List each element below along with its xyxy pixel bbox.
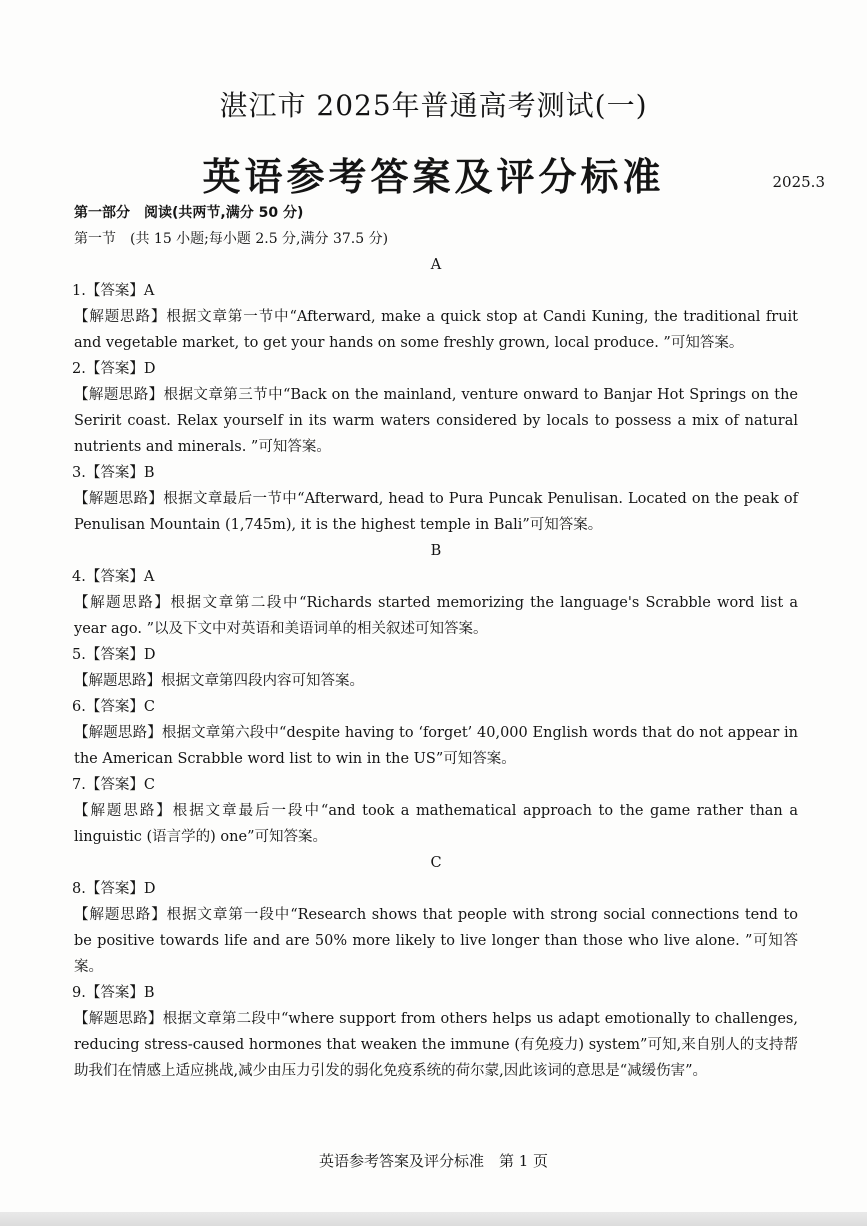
question-answer: 6.【答案】C — [72, 699, 155, 715]
passage-letter-c: C — [430, 855, 442, 871]
document-date: 2025.3 — [772, 173, 825, 191]
exam-title: 湛江市 2025年普通高考测试(一) — [219, 89, 648, 122]
question-explanation: 【解题思路】根据文章第三节中“Back on the mainland, venture onward to Banjar Hot Springs on the Seririt coast. Relax yourself in its warm waters considered by locals to possess a mix of natural nutrients and minerals. ”可知答案。 — [74, 387, 798, 455]
question-answer: 9.【答案】B — [72, 985, 155, 1001]
question-explanation: 【解题思路】根据文章第二段中“Richards started memorizing the language's Scrabble word list a year ago. ”以及下文中对英语和美语词单的相关叙述可知答案。 — [74, 595, 798, 637]
question-explanation: 【解题思路】根据文章第一段中“Research shows that people with strong social connections tend to be positive towards life and are 50% more likely to live longer than those who live alone. ”可知答案。 — [74, 907, 798, 975]
part-title: 第一部分 阅读(共两节,满分 50 分) — [74, 205, 304, 221]
passage-letter-b: B — [430, 543, 442, 559]
scan-edge — [0, 1212, 867, 1226]
question-explanation: 【解题思路】根据文章第六段中“despite having to ‘forget’ 40,000 English words that do not appear in the American Scrabble word list to win in the US”可知答案。 — [74, 725, 798, 767]
question-explanation: 【解题思路】根据文章最后一节中“Afterward, head to Pura Puncak Penulisan. Located on the peak of Penulisan Mountain (1,745m), it is the highest temple in Bali”可知答案。 — [74, 491, 798, 533]
question-explanation: 【解题思路】根据文章第四段内容可知答案。 — [74, 673, 364, 689]
question-explanation: 【解题思路】根据文章第二段中“where support from others helps us adapt emotionally to challenges, reducing stress-caused hormones that weaken the immune (有免疫力) system”可知,来自别人的支持帮助我们在情感上适应挑战,减少由压力引发的弱化免疫系统的荷尔蒙,因此该词的意思是“减缓伤害”。 — [74, 1011, 798, 1079]
document-title: 英语参考答案及评分标准 — [202, 155, 665, 199]
section-title: 第一节 (共 15 小题;每小题 2.5 分,满分 37.5 分) — [74, 231, 389, 247]
question-answer: 8.【答案】D — [72, 881, 156, 897]
passage-letter-a: A — [430, 257, 442, 273]
question-answer: 1.【答案】A — [72, 283, 155, 299]
question-answer: 5.【答案】D — [72, 647, 156, 663]
question-answer: 3.【答案】B — [72, 465, 155, 481]
question-answer: 2.【答案】D — [72, 361, 156, 377]
question-answer: 4.【答案】A — [72, 569, 155, 585]
question-explanation: 【解题思路】根据文章第一节中“Afterward, make a quick stop at Candi Kuning, the traditional fruit and vegetable market, to get your hands on some freshly grown, local produce. ”可知答案。 — [74, 309, 798, 351]
question-explanation: 【解题思路】根据文章最后一段中“and took a mathematical approach to the game rather than a linguistic (语言学的) one”可知答案。 — [74, 803, 798, 845]
question-answer: 7.【答案】C — [72, 777, 155, 793]
page-footer: 英语参考答案及评分标准 第 1 页 — [318, 1152, 549, 1170]
answer-content — [74, 200, 798, 1084]
